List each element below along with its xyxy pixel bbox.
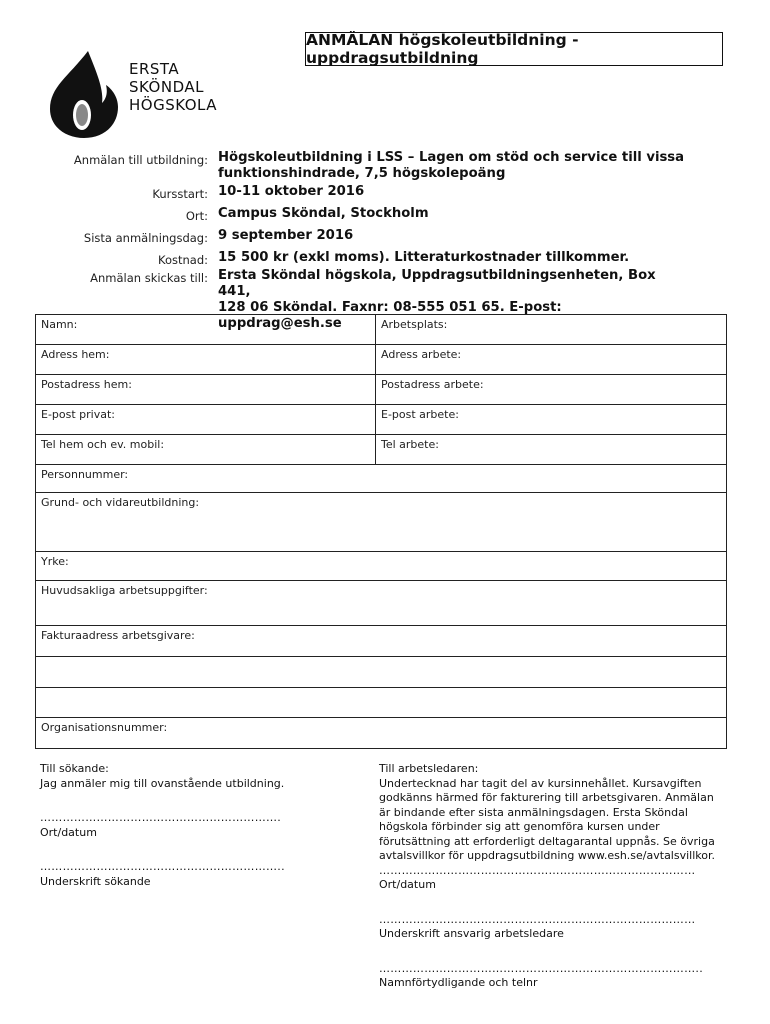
utbildning-field[interactable] (36, 493, 726, 552)
yrke-field[interactable] (36, 552, 726, 581)
utbildning-value-line-2: funktionshindrade, 7,5 högskolepoäng (218, 166, 506, 181)
manager-text-6: avtalsvillkor för uppdragsutbildning www.esh.se/avtalsvillkor. (379, 849, 715, 862)
logo (48, 49, 248, 139)
utbildning-label: Anmälan till utbildning: (73, 153, 208, 167)
adress-hem-field[interactable] (36, 345, 375, 375)
applicant-heading: Till sökande: (40, 762, 109, 775)
logo-line-3: HÖGSKOLA (129, 96, 218, 114)
adress-hem-label: Adress hem: (41, 348, 110, 361)
personnummer-field[interactable] (36, 465, 726, 493)
arbetsplats-field[interactable] (376, 315, 726, 345)
adress-arbete-label: Adress arbete: (381, 348, 462, 361)
skickas-label: Anmälan skickas till: (90, 271, 208, 285)
ort-label: Ort: (185, 209, 208, 223)
application-form (35, 314, 727, 749)
fakturaadress-field[interactable] (36, 626, 726, 657)
fakturaadress-line-2[interactable] (36, 657, 726, 688)
tel-arbete-label: Tel arbete: (381, 438, 439, 451)
manager-text-3: är bindande efter sista anmälningsdagen. Ersta Sköndal (379, 805, 688, 819)
manager-text-1: Undertecknad har tagit del av kursinnehållet. Kursavgiften (379, 776, 702, 790)
tel-arbete-field[interactable] (376, 435, 726, 465)
manager-signature-line[interactable]: ………………………………………………………………………… (379, 912, 696, 926)
kursstart-label: Kursstart: (152, 187, 208, 201)
applicant-text: Jag anmäler mig till ovanstående utbildning. (40, 776, 285, 790)
adress-arbete-field[interactable] (376, 345, 726, 375)
postadress-arbete-field[interactable] (376, 375, 726, 405)
postadress-arbete-label: Postadress arbete: (381, 378, 484, 391)
sista-value: 9 september 2016 (218, 228, 354, 243)
arbetsuppgifter-label: Huvudsakliga arbetsuppgifter: (41, 584, 208, 597)
arbetsplats-label: Arbetsplats: (381, 318, 448, 331)
sista-label: Sista anmälningsdag: (83, 231, 208, 245)
manager-section (379, 762, 724, 991)
applicant-signature-line[interactable]: ……………………………………………………….. (40, 860, 285, 873)
manager-ort-datum-label: Ort/datum (379, 878, 436, 891)
yrke-label: Yrke: (41, 555, 69, 568)
fakturaadress-label: Fakturaadress arbetsgivare: (41, 629, 195, 642)
manager-ort-datum-line[interactable]: ………………………………………………………………………… (379, 863, 696, 877)
manager-text-4: högskola förbinder sig att genomföra kursen under (379, 820, 660, 833)
manager-name-label: Namnförtydligande och telnr (379, 976, 538, 989)
fakturaadress-line-3[interactable] (36, 688, 726, 718)
organisationsnummer-field[interactable] (36, 718, 726, 748)
page-title: ANMÄLAN högskoleutbildning - uppdragsutbildning (305, 32, 723, 66)
postadress-hem-field[interactable] (36, 375, 375, 405)
kursstart-value: 10-11 oktober 2016 (218, 184, 365, 199)
applicant-ort-datum-label: Ort/datum (40, 825, 97, 839)
organisationsnummer-label: Organisationsnummer: (41, 721, 168, 734)
namn-field[interactable] (36, 315, 375, 345)
tel-hem-label: Tel hem och ev. mobil: (41, 438, 165, 451)
skickas-value-line-1: Ersta Sköndal högskola, Uppdragsutbildningsenheten, Box 441, (218, 268, 656, 299)
epost-privat-field[interactable] (36, 405, 375, 435)
utbildning-value-line-1: Högskoleutbildning i LSS – Lagen om stöd och service till vissa (218, 150, 685, 165)
logo-line-2: SKÖNDAL (129, 78, 204, 96)
kostnad-label: Kostnad: (157, 253, 208, 267)
manager-heading: Till arbetsledaren: (379, 762, 479, 775)
manager-signature-label: Underskrift ansvarig arbetsledare (379, 927, 564, 940)
ort-value: Campus Sköndal, Stockholm (218, 206, 429, 221)
namn-label: Namn: (41, 318, 78, 331)
utbildning-value (218, 150, 688, 182)
utbildning-label: Grund- och vidareutbildning: (41, 496, 200, 509)
tel-hem-field[interactable] (36, 435, 375, 465)
postadress-hem-label: Postadress hem: (41, 378, 132, 391)
applicant-section (40, 762, 340, 889)
epost-privat-label: E-post privat: (41, 408, 116, 421)
personnummer-label: Personnummer: (41, 468, 129, 481)
skickas-value-line-2: 128 06 Sköndal. Faxnr: 08-555 051 65. E-post: uppdrag@esh.se (218, 300, 562, 331)
epost-arbete-label: E-post arbete: (381, 408, 459, 421)
flame-logo-icon (48, 49, 128, 139)
arbetsuppgifter-field[interactable] (36, 581, 726, 626)
applicant-ort-datum-line[interactable]: ………………………………………………………. (40, 811, 282, 824)
manager-text-5: förutsättning att erforderligt deltagarantal uppnås. Se övriga (379, 834, 715, 848)
kostnad-value: 15 500 kr (exkl moms). Litteraturkostnader tillkommer. (218, 250, 630, 265)
epost-arbete-field[interactable] (376, 405, 726, 435)
applicant-signature-label: Underskrift sökande (40, 874, 151, 888)
column-divider (375, 315, 376, 465)
manager-name-line[interactable]: ………………………………………………………………………….. (379, 961, 703, 975)
logo-line-1: ERSTA (129, 60, 180, 78)
manager-text-2: godkänns härmed för fakturering till arbetsgivaren. Anmälan (379, 791, 714, 804)
